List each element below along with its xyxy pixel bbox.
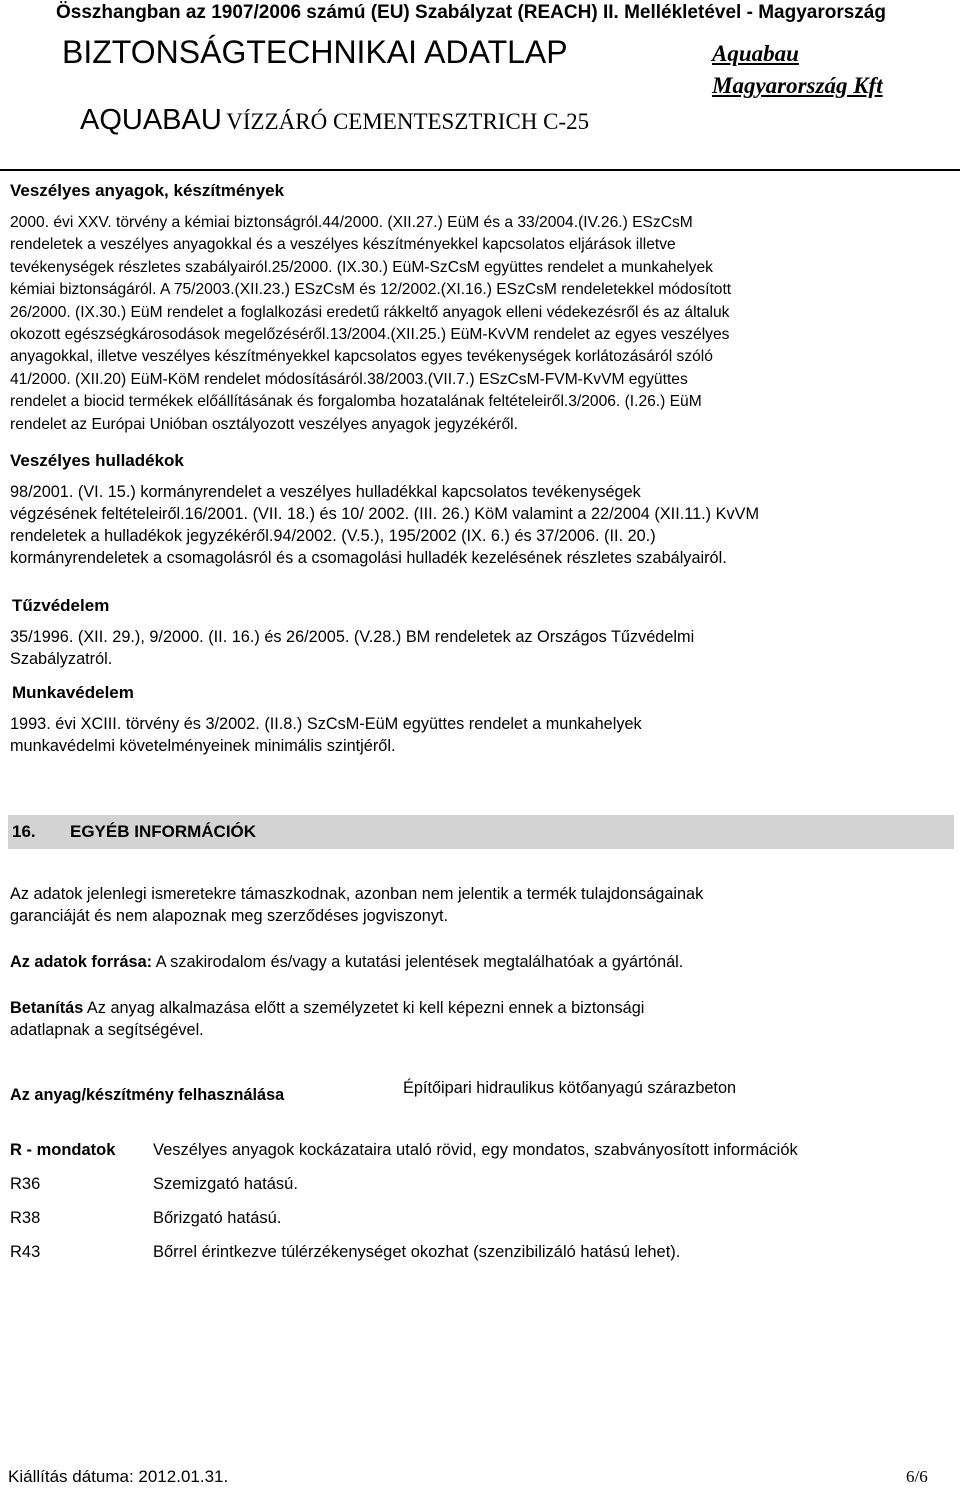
product-name: VÍZZÁRÓ CEMENTESZTRICH C-25	[226, 109, 590, 134]
header-divider	[0, 169, 960, 171]
r-phrase-code: R36	[10, 1175, 41, 1193]
company-name-line2: Magyarország Kft	[712, 73, 883, 98]
fire-protection-heading: Tűzvédelem	[12, 596, 110, 615]
company-name-line1: Aquabau	[712, 41, 799, 66]
training-text-line1: Az anyag alkalmazása előtt a személyzetet ki kell képezni ennek a biztonsági	[86, 999, 645, 1017]
text-line: rendelet a biocid termékek előállításának és forgalomba hozatalának feltételeiről.3/2006. (I.26.) EüM	[10, 393, 702, 411]
text-line: 41/2000. (XII.20) EüM-KöM rendelet módosításáról.38/2003.(VII.7.) ESzCsM-FVM-KvVM együttes	[10, 370, 688, 388]
company-name	[712, 38, 883, 102]
text-line: rendelet az Európai Unióban osztályozott veszélyes anyagok jegyzékéről.	[10, 415, 518, 433]
text-line: anyagokkal, illetve veszélyes készítményekkel kapcsolatos egyes tevékenységek korlátozásáról szóló	[10, 348, 713, 366]
product-brand: AQUABAU	[80, 104, 222, 136]
hazardous-materials-heading: Veszélyes anyagok, készítmények	[10, 181, 285, 200]
text-line: 98/2001. (VI. 15.) kormányrendelet a veszélyes hulladékkal kapcsolatos tevékenységek	[10, 483, 641, 501]
training-label: Betanítás	[10, 999, 84, 1017]
section-16-intro	[10, 883, 950, 927]
r-phrase-code: R38	[10, 1209, 41, 1227]
text-line: tevékenységek részletes szabályairól.25/2000. (IX.30.) EüM-SzCsM együttes rendelet a munkahelyek	[10, 258, 713, 276]
issue-date: Kiállítás dátuma: 2012.01.31.	[8, 1467, 229, 1486]
r-phrases-label: R - mondatok	[10, 1141, 116, 1159]
r-phrase-text: Bőrrel érintkezve túlérzékenységet okozhat (szenzibilizáló hatású lehet).	[153, 1243, 681, 1261]
data-source-text: A szakirodalom és/vagy a kutatási jelentések megtalálhatóak a gyártónál.	[155, 953, 684, 971]
r-phrase-code: R43	[10, 1243, 41, 1261]
training-block	[10, 997, 950, 1041]
text-line: 2000. évi XXV. törvény a kémiai biztonságról.44/2000. (XII.27.) EüM és a 33/2004.(IV.26.) ESzCsM	[10, 214, 693, 231]
usage-label: Az anyag/készítmény felhasználása	[10, 1086, 285, 1104]
text-line: 1993. évi XCIII. törvény és 3/2002. (II.8.) SzCsM-EüM együttes rendelet a munkahelyek	[10, 715, 642, 733]
document-title: BIZTONSÁGTECHNIKAI ADATLAP	[62, 34, 568, 70]
hazardous-waste-text	[10, 481, 950, 569]
text-line: 35/1996. (XII. 29.), 9/2000. (II. 16.) és 26/2005. (V.28.) BM rendeletek az Országos Tűzvédelmi	[10, 628, 695, 646]
occupational-safety-text	[10, 713, 950, 757]
text-line: okozott egészségkárosodások megelőzéséről.13/2004.(XII.25.) EüM-KvVM rendelet az egyes veszélyes	[10, 326, 730, 344]
text-line: kormányrendeletek a csomagolásról és a csomagolási hulladék kezelésének részletes szabályairól.	[10, 549, 727, 567]
training-text-line2: adatlapnak a segítségével.	[10, 1021, 204, 1039]
r-phrase-text: Szemizgató hatású.	[153, 1175, 298, 1193]
r-phrase-text: Bőrizgató hatású.	[153, 1209, 282, 1227]
text-line: végzésének feltételeiről.16/2001. (VII. 18.) és 10/ 2002. (III. 26.) KöM valamint a 22/2004 (XII.11.) KvVM	[10, 505, 760, 523]
section-16-header	[8, 815, 954, 849]
hazardous-materials-text	[10, 212, 950, 436]
reach-compliance-line: Összhangban az 1907/2006 számú (EU) Szabályzat (REACH) II. Mellékletével - Magyarország	[56, 2, 886, 23]
fire-protection-text	[10, 626, 950, 670]
data-source-row	[10, 951, 950, 973]
text-line: Az adatok jelenlegi ismeretekre támaszkodnak, azonban nem jelentik a termék tulajdonságainak	[10, 885, 704, 903]
r-phrases-description: Veszélyes anyagok kockázataira utaló rövid, egy mondatos, szabványosított információk	[153, 1141, 798, 1159]
product-title	[80, 104, 589, 137]
data-source-label: Az adatok forrása:	[10, 953, 153, 971]
text-line: garanciáját és nem alapoznak meg szerződéses jogviszonyt.	[10, 907, 449, 925]
text-line: rendeletek a veszélyes anyagokkal és a veszélyes készítményekkel kapcsolatos eljárások illetve	[10, 236, 676, 254]
hazardous-waste-heading: Veszélyes hulladékok	[10, 451, 184, 470]
text-line: kémiai biztonságáról. A 75/2003.(XII.23.) ESzCsM és 12/2002.(XI.16.) ESzCsM rendeletekkel módosított	[10, 281, 732, 299]
usage-text: Építőipari hidraulikus kötőanyagú szárazbeton	[403, 1079, 737, 1097]
text-line: rendeletek a hulladékok jegyzékéről.94/2002. (V.5.), 195/2002 (IX. 6.) és 37/2006. (II. 20.)	[10, 527, 656, 545]
occupational-safety-heading: Munkavédelem	[12, 683, 134, 702]
section-number: 16.	[12, 822, 36, 841]
text-line: 26/2000. (IX.30.) EüM rendelet a foglalkozási eredetű rákkeltő anyagok elleni védekezésről és az általuk	[10, 303, 730, 321]
text-line: Szabályzatról.	[10, 650, 113, 668]
text-line: munkavédelmi követelményeinek minimális szintjéről.	[10, 737, 396, 755]
page-number: 6/6	[906, 1467, 928, 1486]
section-title: EGYÉB INFORMÁCIÓK	[70, 822, 257, 841]
